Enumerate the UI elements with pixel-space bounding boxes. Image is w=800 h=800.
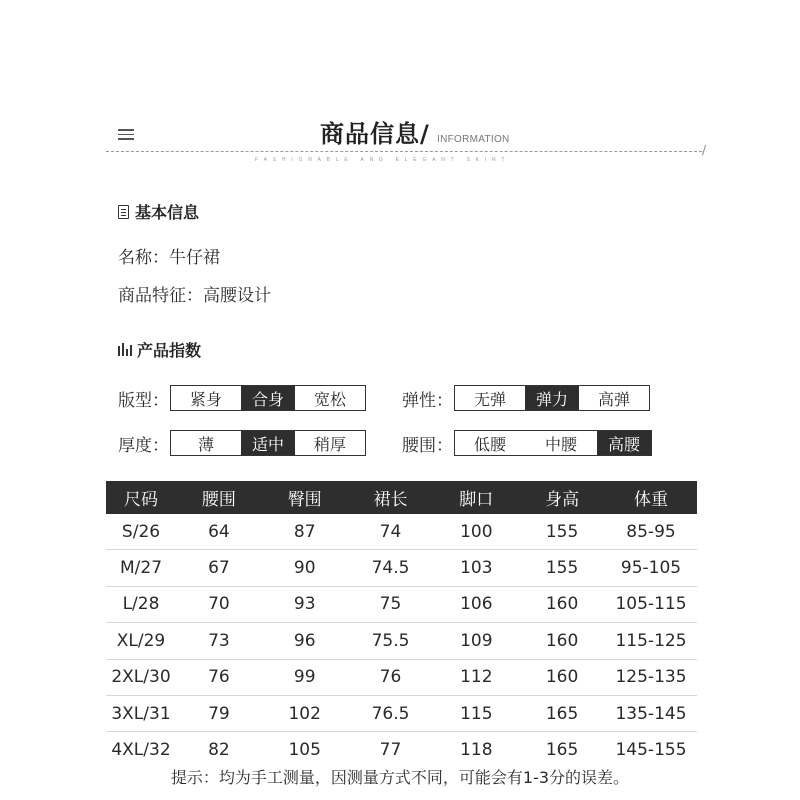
thickness-label: 厚度： — [118, 436, 169, 456]
table-row — [106, 659, 697, 695]
table-cell: 87 — [262, 514, 348, 550]
table-cell: 160 — [519, 623, 605, 659]
waist-option: 高腰 — [597, 431, 651, 455]
product-name: 名称：牛仔裙 — [118, 248, 220, 268]
table-cell: 74.5 — [348, 550, 434, 586]
table-cell: 74 — [348, 514, 434, 550]
fit-option: 紧身 — [189, 389, 222, 409]
waist-options — [454, 430, 652, 456]
table-cell: 118 — [460, 740, 493, 761]
elasticity-option: 高弹 — [597, 389, 630, 409]
bar-chart-icon — [118, 343, 132, 356]
table-cell: 100 — [433, 514, 519, 550]
size-cell: M/27 — [106, 550, 176, 586]
table-cell: 90 — [262, 550, 348, 586]
size-table — [106, 481, 697, 768]
waist-option: 低腰 — [473, 434, 506, 454]
column-header: 裙长 — [348, 481, 434, 514]
table-cell: 70 — [176, 586, 262, 622]
column-header: 体重 — [605, 481, 697, 514]
column-header: 腰围 — [176, 481, 262, 514]
table-cell: 145-155 — [615, 740, 687, 761]
table-cell: 165 — [519, 695, 605, 731]
thickness-option: 适中 — [241, 431, 295, 455]
size-cell: 2XL/30 — [106, 659, 176, 695]
fit-option: 宽松 — [313, 389, 346, 409]
table-cell: 165 — [545, 740, 579, 761]
table-cell: 76 — [176, 659, 262, 695]
table-row — [106, 514, 697, 550]
table-row — [106, 586, 697, 622]
column-header: 尺码 — [106, 481, 176, 514]
table-cell: 77 — [379, 740, 402, 761]
measurement-note: 提示：均为手工测量，因测量方式不同，可能会有1-3分的误差。 — [170, 768, 630, 787]
fit-label: 版型： — [118, 391, 169, 411]
table-cell: 73 — [176, 623, 262, 659]
size-cell: 3XL/31 — [106, 695, 176, 731]
thickness-option: 薄 — [197, 434, 214, 454]
size-cell: XL/29 — [106, 623, 176, 659]
table-cell: 160 — [519, 586, 605, 622]
table-cell: 103 — [433, 550, 519, 586]
fit-option: 合身 — [241, 386, 295, 410]
table-cell: 105-115 — [605, 586, 697, 622]
elasticity-options — [454, 385, 650, 411]
table-cell: 75 — [348, 586, 434, 622]
product-index-heading — [118, 338, 201, 361]
size-cell: S/26 — [106, 514, 176, 550]
elasticity-option: 弹力 — [525, 386, 579, 410]
table-cell: 125-135 — [605, 659, 697, 695]
table-row — [106, 623, 697, 659]
thickness-option: 稍厚 — [313, 434, 346, 454]
divider-end-mark: / — [702, 143, 707, 157]
menu-icon — [118, 129, 134, 143]
table-cell: 109 — [433, 623, 519, 659]
table-cell: 96 — [262, 623, 348, 659]
table-cell: 135-145 — [605, 695, 697, 731]
column-header: 臀围 — [262, 481, 348, 514]
product-feature: 商品特征：高腰设计 — [118, 286, 271, 306]
page-title: 商品信息/ — [320, 120, 430, 148]
column-header: 身高 — [519, 481, 605, 514]
table-cell: 76.5 — [348, 695, 434, 731]
table-row — [106, 695, 697, 731]
table-cell: 79 — [176, 695, 262, 731]
table-cell: 67 — [176, 550, 262, 586]
table-cell: 102 — [262, 695, 348, 731]
size-table-header-row — [106, 481, 697, 514]
table-cell: 64 — [176, 514, 262, 550]
table-cell: 105 — [288, 740, 321, 761]
elasticity-option: 无弹 — [473, 389, 506, 409]
table-cell: 82 — [208, 740, 230, 761]
table-cell: 112 — [433, 659, 519, 695]
table-cell: 85-95 — [605, 514, 697, 550]
table-cell: 76 — [348, 659, 434, 695]
table-cell: 95-105 — [605, 550, 697, 586]
waist-option: 中腰 — [544, 434, 577, 454]
table-cell: 115 — [433, 695, 519, 731]
table-cell: 75.5 — [348, 623, 434, 659]
document-icon — [118, 205, 129, 219]
size-cell: 4XL/32 — [111, 740, 171, 761]
table-cell: 115-125 — [605, 623, 697, 659]
basic-info-heading — [118, 200, 199, 223]
size-cell: L/28 — [106, 586, 176, 622]
header-tagline: FASHIONABLE AND ELEGANT SKIRT — [255, 157, 511, 163]
product-index-title: 产品指数 — [137, 341, 202, 360]
elasticity-label: 弹性： — [402, 391, 453, 411]
column-header: 脚口 — [433, 481, 519, 514]
table-cell: 155 — [519, 514, 605, 550]
table-cell: 155 — [519, 550, 605, 586]
table-cell: 160 — [519, 659, 605, 695]
table-cell: 99 — [262, 659, 348, 695]
table-cell: 106 — [433, 586, 519, 622]
fit-options — [170, 385, 366, 411]
table-row — [106, 732, 697, 768]
table-cell: 93 — [262, 586, 348, 622]
waist-label: 腰围： — [402, 436, 453, 456]
table-row — [106, 550, 697, 586]
basic-info-title: 基本信息 — [135, 203, 200, 222]
thickness-options — [170, 430, 366, 456]
page-subtitle: INFORMATION — [437, 134, 510, 145]
header-divider — [106, 151, 702, 152]
